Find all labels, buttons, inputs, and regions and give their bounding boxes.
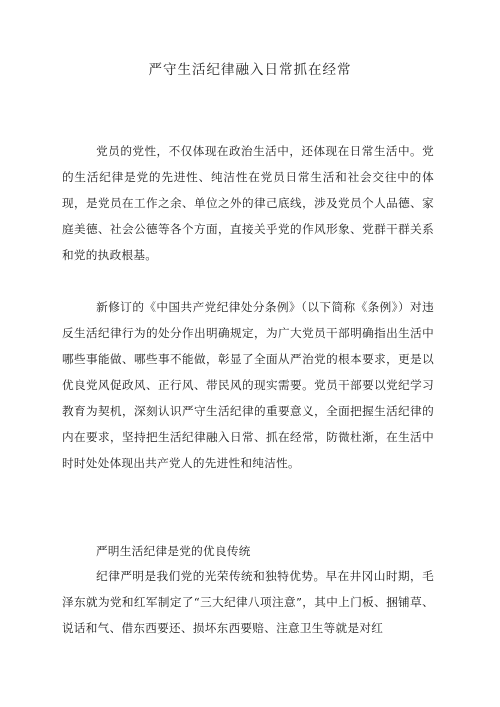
section-heading: [62, 538, 434, 564]
document-title: 严守生活纪律融入日常抓在经常: [148, 62, 352, 78]
paragraph-tradition: [62, 563, 434, 641]
section-heading-text: 严明生活纪律是党的优良传统: [96, 544, 251, 558]
paragraph-party-spirit: [62, 138, 434, 268]
paragraph-regulations: [62, 294, 434, 476]
paragraph-text: 新修订的《中国共产党纪律处分条例》（以下简称《条例》）对违反生活纪律行为的处分作出明确规定，为广大党员干部明确指出生活中哪些事能做、哪些事不能做，彰显了全面从严治党的根本要求，更是以优良党风促政风、正行风、带民风的现实需要。党员干部要以党纪学习教育为契机，深刻认识严守生活纪律的重要意义，全面把握生活纪律的内在要求，坚持把生活纪律融入日常、抓在经常，防微杜渐，在生活中时时处处体现出共产党人的先进性和纯洁性。: [62, 300, 434, 470]
paragraph-text: 党员的党性，不仅体现在政治生活中，还体现在日常生活中。党的生活纪律是党的先进性、纯洁性在党员日常生活和社会交往中的体现，是党员在工作之余、单位之外的律己底线，涉及党员个人品德、家庭美德、社会公德等各个方面，直接关乎党的作风形象、党群干群关系和党的执政根基。: [62, 144, 434, 262]
paragraph-text: 纪律严明是我们党的光荣传统和独特优势。早在井冈山时期，毛泽东就为党和红军制定了“三大纪律八项注意”，其中上门板、捆铺草、说话和气、借东西要还、损坏东西要赔、注意卫生等就是对红: [62, 569, 434, 635]
